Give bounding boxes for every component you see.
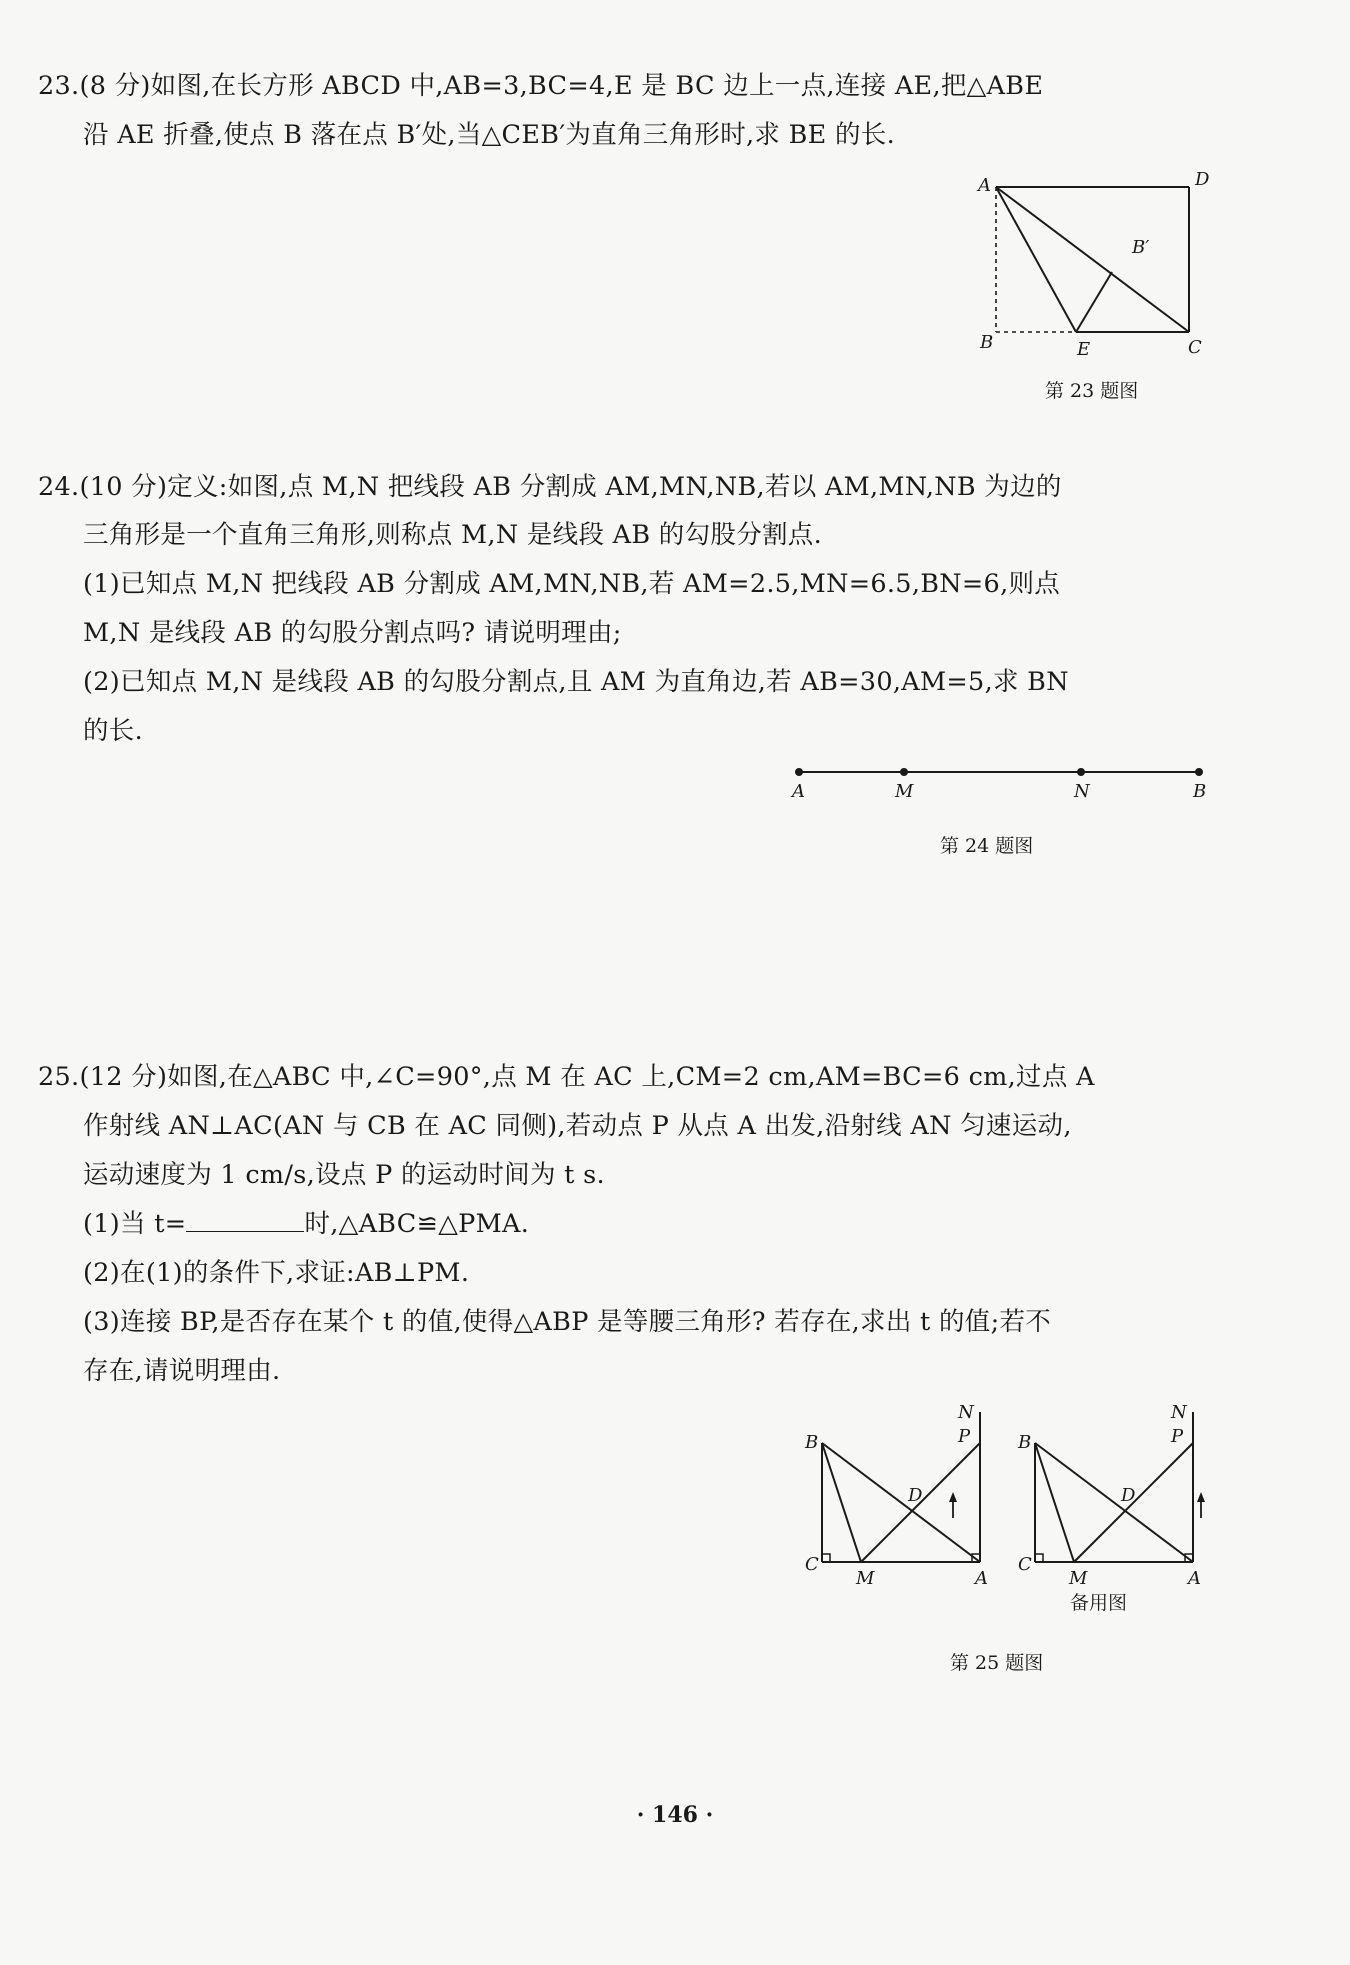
page-number: · 146 ·: [636, 1802, 714, 1828]
q25-line-5: (2)在(1)的条件下,求证:AB⊥PM.: [83, 1258, 470, 1288]
q23-caption: 第 23 题图: [1045, 380, 1139, 402]
q24-line-1: 24.(10 分)定义:如图,点 M,N 把线段 AB 分割成 AM,MN,NB,若以 AM,MN,NB 为边的: [38, 472, 1062, 502]
q25b-label-D: D: [1121, 1485, 1136, 1506]
q24-label-A: A: [792, 781, 805, 802]
q23-label-B: B: [980, 332, 994, 353]
q25a-label-M: M: [856, 1568, 875, 1589]
q25a-segment-BA: [822, 1443, 980, 1562]
q24-line-6: 的长.: [83, 716, 144, 746]
q25a-label-A: A: [975, 1568, 988, 1589]
q24-line-2: 三角形是一个直角三角形,则称点 M,N 是线段 AB 的勾股分割点.: [83, 520, 823, 550]
q25b-label-N: N: [1171, 1402, 1187, 1423]
q24-label-M: M: [895, 781, 914, 802]
q23-diagonal-AC: [996, 187, 1189, 332]
q25b-label-P: P: [1171, 1426, 1184, 1447]
q25b-label-M: M: [1069, 1568, 1088, 1589]
q25-line-2: 作射线 AN⊥AC(AN 与 CB 在 AC 同侧),若动点 P 从点 A 出发,沿射线 AN 匀速运动,: [83, 1111, 1072, 1141]
q25-answer-blank: [186, 1207, 304, 1232]
q25b-segment-BA: [1035, 1443, 1193, 1562]
q25b-segment-BM: [1035, 1443, 1074, 1562]
q23-segment-AE: [996, 187, 1076, 332]
q24-point-B: [1195, 768, 1203, 776]
q24-caption: 第 24 题图: [940, 835, 1034, 857]
q25-backup-label: 备用图: [1070, 1592, 1128, 1614]
q25a-right-angle-C: [822, 1554, 830, 1562]
q25a-label-N: N: [958, 1402, 974, 1423]
q25-figure-main: [795, 1398, 1010, 1608]
q23-label-A: A: [978, 175, 991, 196]
q23-label-Bprime: B′: [1132, 237, 1150, 258]
q23-line-1: 23.(8 分)如图,在长方形 ABCD 中,AB=3,BC=4,E 是 BC 边上一点,连接 AE,把△ABE: [38, 71, 1044, 101]
q25b-label-C: C: [1018, 1554, 1032, 1575]
q25-line-4: [83, 1206, 529, 1242]
q25-line-1: 25.(12 分)如图,在△ABC 中,∠C=90°,点 M 在 AC 上,CM=2 cm,AM=BC=6 cm,过点 A: [38, 1062, 1095, 1092]
q25-figure-backup: [1008, 1398, 1223, 1618]
q24-point-N: [1077, 768, 1085, 776]
q25b-arrow-up-icon: [1197, 1492, 1205, 1502]
q24-line-3: (1)已知点 M,N 把线段 AB 分割成 AM,MN,NB,若 AM=2.5,MN=6.5,BN=6,则点: [83, 569, 1061, 599]
q25b-right-angle-C: [1035, 1554, 1043, 1562]
q25-line-7: 存在,请说明理由.: [83, 1356, 281, 1386]
q25-line-6: (3)连接 BP,是否存在某个 t 的值,使得△ABP 是等腰三角形? 若存在,求出 t 的值;若不: [83, 1307, 1052, 1337]
q25-line-3: 运动速度为 1 cm/s,设点 P 的运动时间为 t s.: [83, 1160, 605, 1190]
q25-line-4-suffix: 时,△ABC≌△PMA.: [304, 1209, 530, 1239]
q25b-label-B: B: [1018, 1432, 1032, 1453]
q24-label-N: N: [1074, 781, 1090, 802]
q24-point-M: [900, 768, 908, 776]
q25a-label-P: P: [958, 1426, 971, 1447]
q23-label-D: D: [1195, 169, 1210, 190]
q24-point-A: [795, 768, 803, 776]
q23-segment-EBp: [1076, 272, 1112, 332]
q25a-label-B: B: [805, 1432, 819, 1453]
q24-label-B: B: [1193, 781, 1207, 802]
q23-label-E: E: [1077, 339, 1091, 360]
q25a-label-C: C: [805, 1554, 819, 1575]
q25a-label-D: D: [908, 1485, 923, 1506]
q23-line-2: 沿 AE 折叠,使点 B 落在点 B′处,当△CEB′为直角三角形时,求 BE 的长.: [83, 120, 895, 150]
q24-line-4: M,N 是线段 AB 的勾股分割点吗? 请说明理由;: [83, 618, 622, 648]
q24-line-5: (2)已知点 M,N 是线段 AB 的勾股分割点,且 AM 为直角边,若 AB=30,AM=5,求 BN: [83, 667, 1069, 697]
q23-figure: [970, 165, 1220, 405]
q25a-arrow-up-icon: [949, 1492, 957, 1502]
q23-label-C: C: [1188, 337, 1202, 358]
q25-caption: 第 25 题图: [950, 1652, 1044, 1674]
q25a-segment-BM: [822, 1443, 861, 1562]
q25-line-4-prefix: (1)当 t=: [83, 1209, 187, 1239]
q24-figure: [780, 755, 1220, 875]
q25b-label-A: A: [1188, 1568, 1201, 1589]
